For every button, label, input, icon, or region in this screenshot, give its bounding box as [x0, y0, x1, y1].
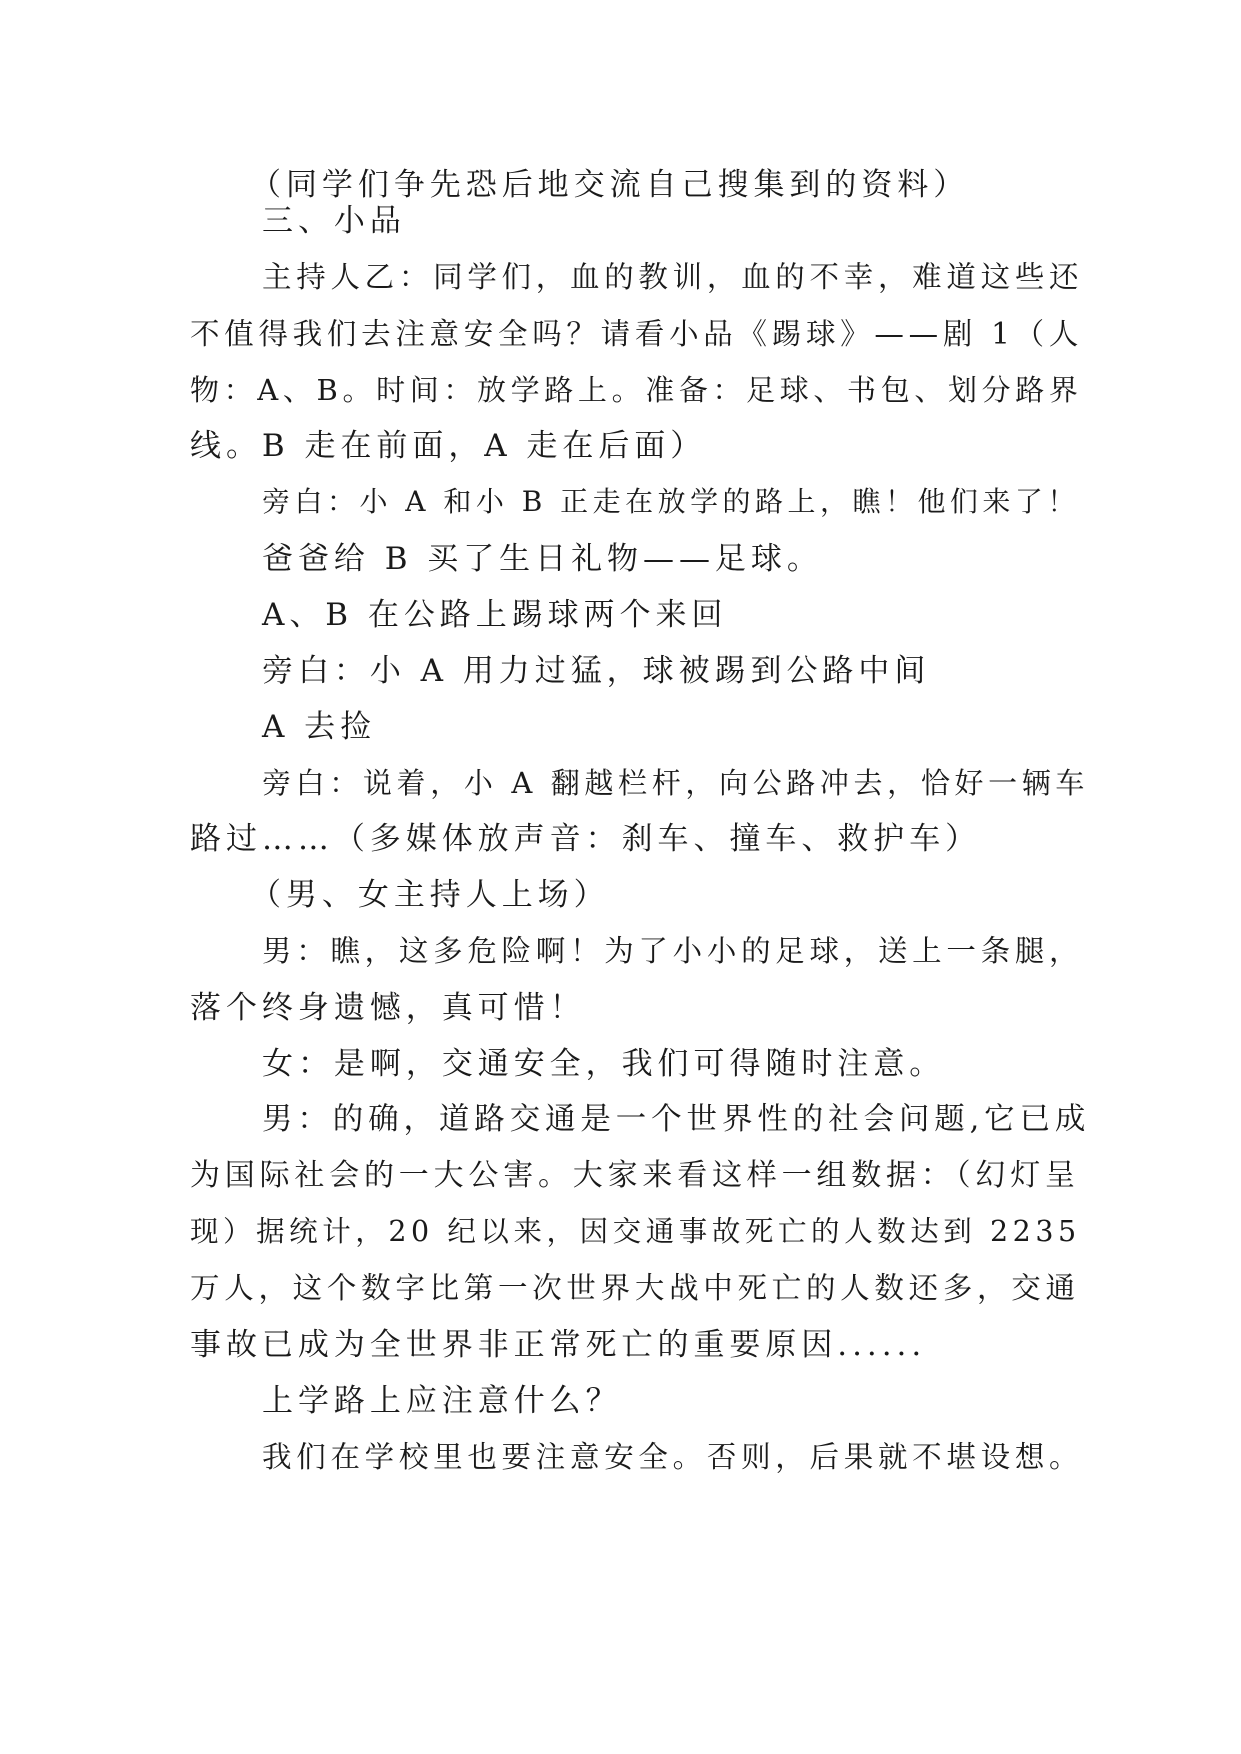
text-line: 事故已成为全世界非正常死亡的重要原因...... [190, 1327, 927, 1363]
text-line: 我们在学校里也要注意安全。否则，后果就不堪设想。 [262, 1440, 1084, 1474]
text-line: A、B 在公路上踢球两个来回 [262, 597, 728, 633]
text-line: 女：是啊，交通安全，我们可得随时注意。 [262, 1046, 946, 1082]
text-line: （同学们争先恐后地交流自己搜集到的资料） [250, 167, 970, 203]
text-line: 为国际社会的一大公害。大家来看这样一组数据：（幻灯呈 [190, 1158, 1080, 1193]
text-line: 旁白：小 A 用力过猛，球被踢到公路中间 [262, 653, 931, 689]
text-line: 路过……（多媒体放声音：刹车、撞车、救护车） [190, 821, 982, 857]
text-line: 现）据统计，20 纪以来，因交通事故死亡的人数达到 2235 [190, 1215, 1081, 1248]
text-line: 落个终身遗憾，真可惜！ [190, 990, 586, 1026]
text-line: 男：瞧，这多危险啊！为了小小的足球，送上一条腿， [262, 934, 1084, 968]
section-heading: 三、小品 [262, 203, 406, 239]
text-line: 主持人乙：同学们，血的教训，血的不幸，难道这些还 [262, 260, 1084, 294]
text-line: 旁白：说着，小 A 翻越栏杆，向公路冲去，恰好一辆车 [262, 766, 1090, 800]
text-line: 物：A、B。时间：放学路上。准备：足球、书包、划分路界 [190, 373, 1083, 407]
text-line: 男：的确，道路交通是一个世界性的社会问题,它已成 [262, 1102, 1091, 1137]
text-line: （男、女主持人上场） [250, 877, 610, 913]
text-line: A 去捡 [262, 709, 377, 745]
text-line: 不值得我们去注意安全吗？请看小品《踢球》——剧 1（人 [190, 317, 1084, 351]
text-line: 线。B 走在前面，A 走在后面） [190, 428, 707, 464]
text-line: 旁白：小 A 和小 B 正走在放学的路上，瞧！他们来了！ [262, 485, 1080, 518]
text-line: 爸爸给 B 买了生日礼物——足球。 [262, 541, 823, 577]
text-line: 上学路上应注意什么？ [262, 1383, 622, 1419]
text-line: 万人，这个数字比第一次世界大战中死亡的人数还多，交通 [190, 1271, 1080, 1305]
